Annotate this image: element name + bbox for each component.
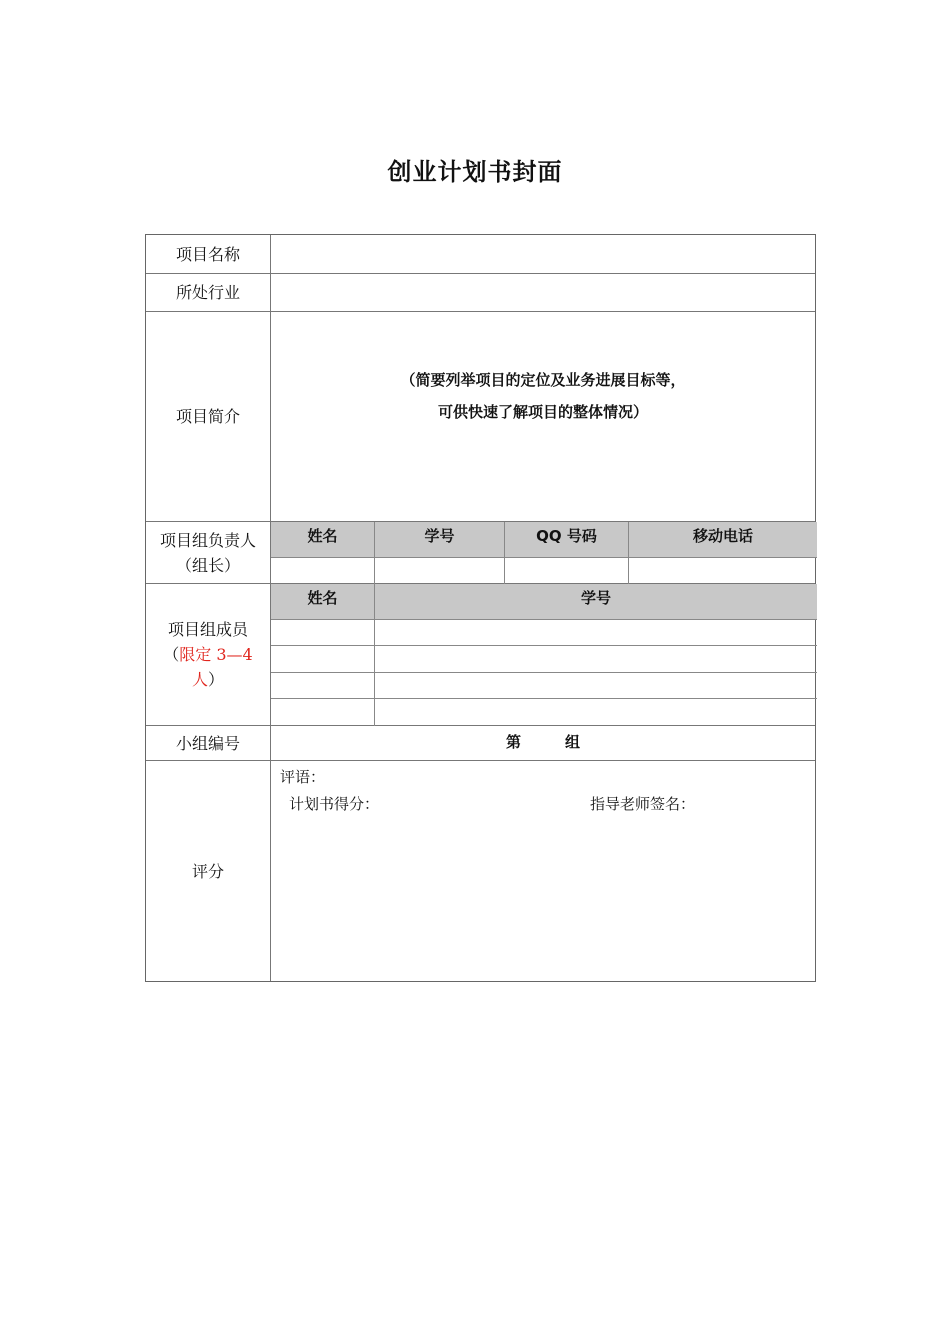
score-field[interactable] [271,761,815,981]
score-label: 评分 [146,761,271,981]
page-title: 创业计划书封面 [387,158,563,186]
members-label [146,584,271,725]
members-paren-close: ） [208,670,225,689]
members-limit-unit: 人 [191,670,208,689]
member-id-cell[interactable] [375,620,817,646]
row-members [146,584,815,726]
member-id-cell[interactable] [375,699,817,726]
leader-label [146,522,271,583]
cover-form-table [145,234,816,982]
summary-field[interactable] [271,312,815,521]
members-limit-text: 限定 3—4 [179,645,253,664]
leader-header-phone: 移动电话 [629,522,817,558]
members-paren-open: （ [163,645,180,664]
member-name-cell[interactable] [271,673,375,699]
project-name-field[interactable] [271,235,815,273]
members-grid [271,584,815,725]
row-summary [146,312,815,522]
row-group-number [146,726,815,761]
summary-label: 项目简介 [146,312,271,521]
leader-header-id: 学号 [375,522,505,558]
industry-field[interactable] [271,274,815,311]
member-id-cell[interactable] [375,646,817,673]
leader-qq-cell[interactable] [505,558,629,584]
plan-score-label: 计划书得分： [289,795,380,813]
member-name-cell[interactable] [271,620,375,646]
group-number-label: 小组编号 [146,726,271,760]
row-industry [146,274,815,312]
comment-label: 评语： [280,768,326,786]
leader-id-cell[interactable] [375,558,505,584]
member-name-cell[interactable] [271,646,375,673]
project-name-label: 项目名称 [146,235,271,273]
summary-hint-line1: （简要列举项目的定位及业务进展目标等， [400,371,686,389]
group-number-zu: 组 [565,733,581,751]
leader-label-line2: （组长） [175,555,240,575]
row-project-name [146,235,815,274]
group-number-field[interactable] [271,726,815,760]
members-label-line1: 项目组成员 [167,620,248,639]
leader-header-name: 姓名 [271,522,375,558]
summary-hint-line2: 可供快速了解项目的整体情况） [437,403,648,421]
leader-grid [271,522,815,583]
leader-phone-cell[interactable] [629,558,817,584]
row-score [146,761,815,981]
leader-header-qq: QQ 号码 [505,522,629,558]
leader-label-line1: 项目组负责人 [159,530,256,550]
industry-label: 所处行业 [146,274,271,311]
advisor-sign-label: 指导老师签名： [590,795,696,813]
row-leader [146,522,815,584]
member-id-cell[interactable] [375,673,817,699]
leader-name-cell[interactable] [271,558,375,584]
members-header-name: 姓名 [271,584,375,620]
member-name-cell[interactable] [271,699,375,726]
members-header-id: 学号 [375,584,817,620]
group-number-di: 第 [506,733,522,751]
